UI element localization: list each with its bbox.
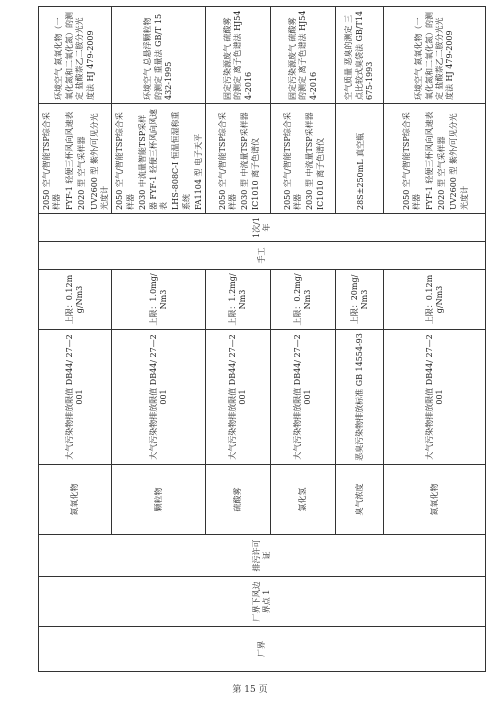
pollutant-cell: 臭气浓度 (336, 465, 384, 535)
pollutant-cell: 硫酸雾 (206, 465, 271, 535)
standard-cell: 大气污染物排放限值 DB44/ 27—2001 (39, 330, 112, 465)
instrument-cell (384, 104, 486, 214)
instrument-cell (206, 104, 271, 214)
pollutant-cell: 氮氧化物 (384, 465, 486, 535)
method-cell: 手工 (39, 242, 486, 270)
instrument-line: 2050 空气/智能TSP综合采样器 (115, 112, 135, 210)
analysis-method-cell: 固定污染源废气 硫酸雾的测定 离子色谱法 HJ544-2016 (206, 7, 271, 104)
rotated-table-page (38, 7, 470, 672)
instrument-line: UV2600 型 紫外/可见分光光度计 (89, 113, 109, 210)
limit-cell: 上限：0.12mg/Nm3 (384, 270, 486, 330)
instrument-cell (112, 104, 206, 214)
monitoring-point-cell: 厂界下风边界点 1 (39, 577, 486, 627)
monitoring-table (38, 6, 486, 672)
instrument-line: FA1104 型 电子天平 (194, 133, 204, 210)
instrument-line: 2050 空气/智能TSP综合采样器 (42, 112, 62, 210)
instrument-line: FYF-1 轻便三杯风向风速表 (424, 111, 434, 210)
analysis-method-cell: 环境空气 氮氧化物（一氧化氮和二氧化氮）的测定 盐酸萘乙二胺分光光度法 HJ 479-2009 (39, 7, 112, 104)
analysis-method-cell: 空气质量 恶臭的测定 三点比较式臭袋法 GB/T14675-1993 (336, 7, 384, 104)
instrument-line: 28S±250mL 真空瓶 (355, 132, 365, 210)
instrument-line: 2030 型 中流量TSP采样器 IC1010 离子色谱仪 (305, 112, 325, 210)
permit-cell: 排污许可证 (39, 535, 486, 577)
location-cell: 厂界 (39, 627, 486, 672)
instrument-cell (271, 104, 336, 214)
table-row (39, 7, 112, 672)
instrument-line: 2030 型 中流量TSP采样器 IC1010 离子色谱仪 (240, 112, 260, 210)
analysis-method-cell: 固定污染源废气 硫酸雾的测定 离子色谱法 HJ544-2016 (271, 7, 336, 104)
standard-cell: 大气污染物排放限值 DB44/ 27—2001 (206, 330, 271, 465)
limit-cell: 上限：0.12mg/Nm3 (39, 270, 112, 330)
standard-cell: 大气污染物排放限值 DB44/ 27—2001 (112, 330, 206, 465)
instrument-line: 2020 型 空气采样器 (77, 136, 87, 210)
instrument-line: 2030 中流量智能TSP采样器 FYF-1 轻便三杯风向风速表 (138, 109, 168, 210)
analysis-method-cell: 环境空气 总悬浮颗粒物的测定 重量法 GB/T 15432-1995 (112, 7, 206, 104)
pollutant-cell: 颗粒物 (112, 465, 206, 535)
instrument-line: FYF-1 轻便三杯风向风速表 (64, 111, 74, 210)
standard-cell: 大气污染物排放限值 DB44/ 27—2001 (271, 330, 336, 465)
page-number: 第 15 页 (232, 685, 268, 695)
instrument-line: 2050 空气/智能TSP综合采样器 (217, 112, 238, 210)
analysis-method-cell: 环境空气 氮氧化物（一氧化氮和二氧化氮）的测定 盐酸萘乙二胺分光光度法 HJ 479-2009 (384, 7, 486, 104)
instrument-line: 2050 空气/智能TSP综合采样器 (282, 112, 303, 210)
standard-cell: 大气污染物排放限值 DB44/ 27—2001 (384, 330, 486, 465)
instrument-line: LHS-808C-I 恒温恒湿称重系统 (171, 111, 191, 210)
instrument-cell (39, 104, 112, 214)
instrument-line: 2020 型 空气采样器 (436, 136, 446, 210)
limit-cell: 上限：20mg/Nm3 (336, 270, 384, 330)
pollutant-cell: 氯化氢 (271, 465, 336, 535)
instrument-line: UV2600 型 紫外/可见分光光度计 (449, 113, 469, 210)
frequency-cell: 1次/1年 (39, 214, 486, 242)
pollutant-cell: 氮氧化物 (39, 465, 112, 535)
instrument-cell (336, 104, 384, 214)
limit-cell: 上限：0.2mg/Nm3 (271, 270, 336, 330)
instrument-line: 2050 空气/智能TSP综合采样器 (401, 112, 422, 210)
limit-cell: 上限：1.0mg/Nm3 (112, 270, 206, 330)
limit-cell: 上限：1.2mg/Nm3 (206, 270, 271, 330)
standard-cell: 恶臭污染物排放标准 GB 14554-93 (336, 330, 384, 465)
